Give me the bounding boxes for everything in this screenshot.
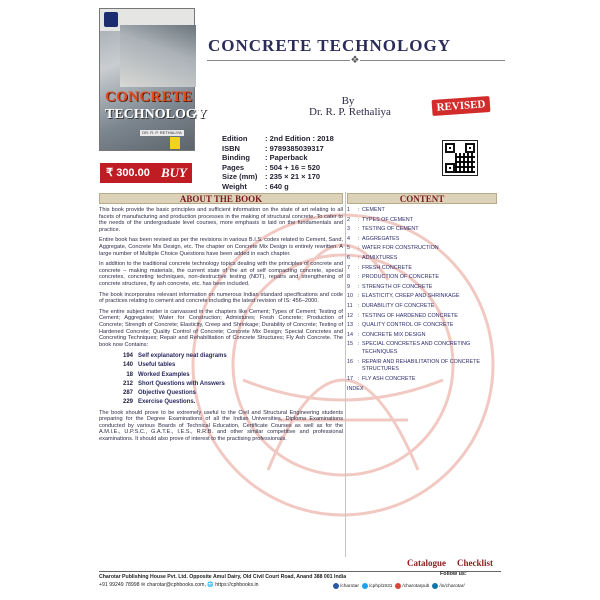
highlight-item: 212 Short Questions with Answers: [122, 380, 225, 387]
spec-row-binding: Binding : Paperback: [222, 153, 308, 163]
spec-row-size: Size (mm) : 235 × 21 × 170: [222, 172, 321, 182]
chapter-item[interactable]: 5 : WATER FOR CONSTRUCTION: [347, 245, 439, 252]
cover-publisher-mark: [170, 137, 180, 149]
spec-row-isbn: ISBN : 9789385039317: [222, 143, 324, 153]
buy-button[interactable]: BUY: [156, 163, 192, 183]
publisher-logo-icon: [104, 12, 118, 27]
chapter-item[interactable]: 7 : FRESH CONCRETE: [347, 264, 413, 271]
chapter-item[interactable]: 16 : REPAIR AND REHABILITATION OF CONCRETE STRUCTURES: [347, 358, 481, 372]
chapter-item[interactable]: 6 : ADMIXTURES: [347, 254, 398, 261]
chapter-item[interactable]: 3 : TESTING OF CEMENT: [347, 226, 419, 233]
cover-author: DR. R. P. RETHALIYA: [140, 130, 184, 136]
highlight-item: 140 Useful tables: [122, 362, 176, 369]
chapter-item[interactable]: 11 : DURABILITY OF CONCRETE: [347, 302, 435, 309]
facebook-link[interactable]: /charotar: [333, 583, 359, 589]
chapter-item[interactable]: 2 : TYPES OF CEMENT: [347, 216, 413, 223]
highlight-item: 18 Worked Examples: [126, 371, 190, 378]
about-heading: ABOUT THE BOOK: [99, 193, 343, 204]
checklist-link[interactable]: Checklist: [457, 558, 493, 568]
twitter-icon: [362, 583, 368, 589]
linkedin-link[interactable]: /in/charotar/: [432, 583, 464, 589]
chapter-item[interactable]: 9 : STRENGTH OF CONCRETE: [347, 283, 433, 290]
highlight-item: 229 Exercise Questions.: [122, 399, 196, 406]
revised-badge: REVISED: [432, 96, 491, 116]
cover-photo: [120, 25, 196, 87]
specs-table: [222, 134, 334, 192]
about-paragraph: The book incorporates relevant information on numerous Indian standard specifications and code of practices relating to cement and concrete including the latest revision of IS: 456–2000.: [99, 291, 343, 305]
follow-us-label: Follow us:: [440, 571, 467, 577]
column-divider: [345, 192, 346, 557]
spec-row-edition: Edition : 2nd Edition : 2018: [222, 134, 334, 143]
spec-row-pages: Pages : 504 + 16 = 520: [222, 162, 321, 172]
book-cover-image[interactable]: [99, 8, 207, 151]
chapter-item[interactable]: 15 : SPECIAL CONCRETES AND CONCRETING TECHNIQUES: [347, 341, 471, 355]
chapter-item[interactable]: 10 : ELASTICITY, CREEP AND SHRINKAGE: [347, 293, 460, 300]
cover-title-line1: CONCRETE: [105, 89, 193, 105]
facebook-icon: [333, 583, 339, 589]
social-links: [333, 583, 465, 589]
about-paragraph: This book provide the basic principles and sufficient information on the state of art relating to all facets of manufacturing and production processes in the making of structural concrete. To cater to the needs of the undergraduate level courses, more emphasis is laid on the fundamentals and practice.: [99, 207, 343, 233]
price-label: ₹ 300.00: [100, 163, 156, 183]
chapter-item[interactable]: 17 : FLY ASH CONCRETE: [347, 376, 416, 383]
qr-code-icon[interactable]: [442, 140, 478, 176]
google-link[interactable]: /charotarpub: [395, 583, 429, 589]
cover-title-line2: TECHNOLOGY: [105, 107, 207, 122]
spec-row-weight: Weight : 640 g: [222, 181, 289, 191]
twitter-link[interactable]: /cphpl1931: [362, 583, 392, 589]
about-paragraph: In addition to the traditional concrete technology topics dealing with the principles of concrete and concrete – making materials, the current state of the art of self compacting concrete, special concretes, concreting techniques, non-destructive testing (NDT), repairs and strengthening of concrete structures, fly ash concrete, etc. has been included.: [99, 261, 343, 287]
index-item[interactable]: INDEX: [347, 385, 364, 392]
highlight-item: 194 Self explanatory neat diagrams: [122, 353, 227, 360]
about-paragraph: The entire subject matter is canvassed in the chapters like Cement; Types of Cement; Testing of Cement; Aggregates; Water for Construction; Admixtures; Fresh Concrete; Production of Concrete; Strength of Concrete; Elasticity, Creep and Shrinkage; Durability of Concrete; Testing of Hardened Concrete; Quality Control of Concrete; Concrete Mix Design; Special Concretes and Concreting Techniques; Repair and Rehabilitation of Concrete Structures; Fly Ash Concrete. The book now Contains:: [99, 308, 343, 348]
publisher-address: Charotar Publishing House Pvt. Ltd. Opposite Amul Dairy, Old Civil Court Road, Anand 388 001 India: [99, 574, 347, 580]
about-closing: The book should prove to be extremely useful to the Civil and Structural Engineering students preparing for the Degree Examinations of all the Indian Universities, Diploma Examinations conducted by various Boards of Technical Education, Certificate Courses as well as for the A.M.I.E., U.P.S.C., G.A.T.E., I.E.S., R.R.B. and other similar competitive and professional examinations. It should also prove of interest to the practising professionals.: [99, 409, 343, 442]
by-label: By: [341, 95, 355, 107]
chapter-item[interactable]: 4 : AGGREGATES: [347, 235, 400, 242]
chapter-item[interactable]: 14 : CONCRETE MIX DESIGN: [347, 331, 426, 338]
highlight-item: 287 Objective Questions: [122, 390, 197, 397]
book-title: CONCRETE TECHNOLOGY: [208, 36, 452, 55]
contents-list: [347, 206, 497, 394]
catalogue-link[interactable]: Catalogue: [407, 558, 446, 568]
chapter-item[interactable]: 13 : QUALITY CONTROL OF CONCRETE: [347, 322, 454, 329]
ornament-icon: ❖: [350, 55, 360, 66]
chapter-item[interactable]: 8 : PRODUCTION OF CONCRETE: [347, 274, 439, 281]
about-paragraph: Entire book has been revised as per the revisions in various B.I.S. codes related to Cement, Sand, Aggregate, Concrete Mix Design, etc. The chapter on Concrete Mix Design is entirely rewritten. A large number of Multiple Choice Questions have been added in each chapter.: [99, 237, 343, 257]
chapter-item[interactable]: 1 : CEMENT: [347, 207, 385, 213]
google-plus-icon: [395, 583, 401, 589]
highlights-list: [99, 352, 343, 407]
publisher-contact[interactable]: +91 99249 78998 ✉ charotar@cphbooks.com, 🌐 https://cphbooks.in: [99, 582, 259, 588]
author-name: Dr. R. P. Rethaliya: [309, 106, 391, 118]
about-section: [99, 207, 343, 446]
linkedin-icon: [432, 583, 438, 589]
content-heading: CONTENT: [347, 193, 497, 204]
chapter-item[interactable]: 12 : TESTING OF HARDENED CONCRETE: [347, 312, 458, 319]
